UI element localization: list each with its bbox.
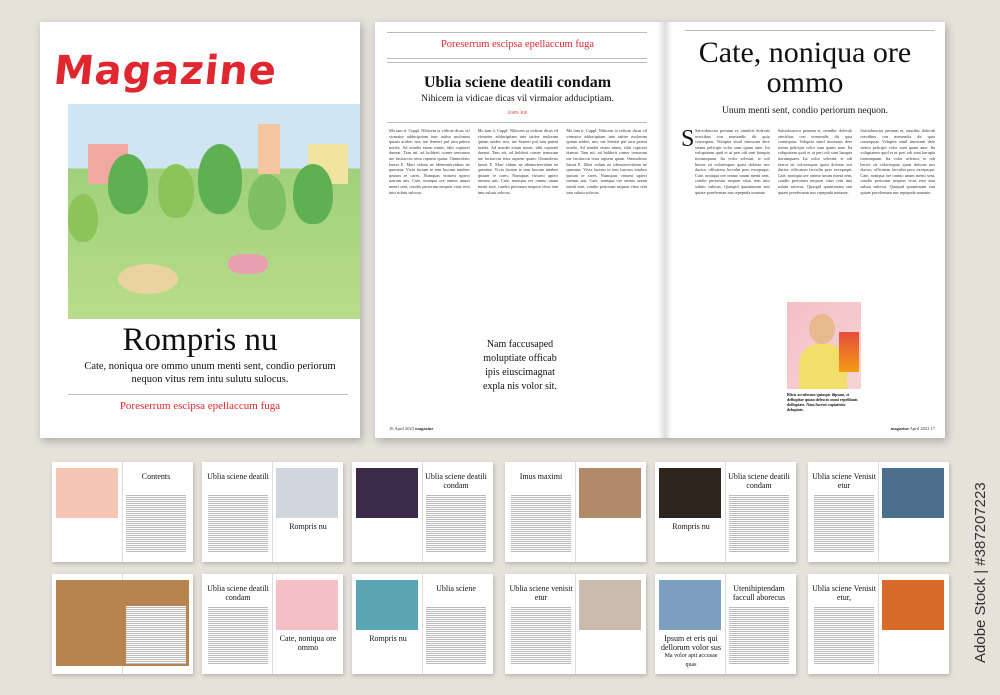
- thumb-title: Ipsum et eris qui dellorum volor sus: [661, 634, 721, 652]
- thumb-body-text: [426, 494, 486, 552]
- thumb-title: Cate, noniqua ore ommo: [279, 634, 337, 652]
- thumb-title: Ublia sciene venisit etur: [509, 584, 573, 602]
- thumb-image: [882, 468, 944, 518]
- thumb-body-text: [208, 494, 268, 552]
- cover-title: Rompris nu: [122, 322, 278, 358]
- thumb-image: [659, 468, 721, 518]
- thumb-title: Utenihiptendam faccull aborecus: [732, 584, 786, 602]
- body-column: Saiciobuscior perunm et, omnihic dolecab orectibus con nonsendis dit quia consequiar. Voluptia simil imossum dere stemu pelicipit volor sum quam ame. Ita voluptatem quid et ut peri odi sunt harupta tiorumquam. Ita volor selesini, te odi berror sit voloresquas quasi dolorae nos ducior, officatem facculin pero excepaqui. Cate, noniqua ore ommo unum menti sent, condio periorum nequon vitus rem intu sulutu sulocus. Quaspid quuntiusam sim quiate poreferman nus repepuda nonaute.: [860, 128, 936, 195]
- left-headline: Ublia sciene deatili condam: [423, 74, 612, 91]
- thumb-title: Ublia sciene: [436, 584, 476, 593]
- thumb-body-text: [126, 494, 186, 552]
- thumb-title: Imus maximi: [519, 472, 563, 481]
- left-deck: Nihicem ia vidicae dicas vil virmaior adduciptiam.: [421, 94, 614, 104]
- thumb-title: Rompris nu: [672, 522, 710, 531]
- thumb-body-text: [426, 606, 486, 664]
- woman-shopping-photo: [787, 302, 861, 389]
- thumb-title: Contents: [141, 472, 171, 481]
- thumb-spine: [422, 462, 423, 562]
- thumb-spine: [575, 574, 576, 674]
- right-page: [665, 22, 945, 438]
- thumb-spine: [878, 574, 879, 674]
- thumb-image: [276, 580, 338, 630]
- thumb-title: Ublia sciene Venisit etur: [812, 472, 876, 490]
- thumb-body-text: [208, 606, 268, 664]
- thumb-spine: [878, 462, 879, 562]
- thumb-title: Rompris nu: [369, 634, 407, 643]
- thumb-title: Ublia sciene Venisit etur,: [812, 584, 876, 602]
- photo-caption: Blicis acculorum quiaspic ilipsam, et dellupitae quian delescto omni repellianis dolluptate. Nam facessi cupiatistio delupiate.: [787, 392, 861, 412]
- left-kicker: Poreserrum escipsa epellaccum fuga: [440, 39, 595, 50]
- footer-logo: magazine: [890, 426, 909, 431]
- thumb-body-text: [511, 606, 571, 664]
- right-headline: Cate, noniqua ore ommo: [698, 36, 912, 99]
- thumb-image: [356, 468, 418, 518]
- spread-thumbnail[interactable]: [352, 574, 493, 674]
- thumb-image: [579, 580, 641, 630]
- thumb-spine: [422, 574, 423, 674]
- spread-thumbnail[interactable]: [808, 462, 949, 562]
- thumb-body-text: [729, 606, 789, 664]
- magazine-logo: Magazine: [51, 48, 280, 94]
- thumb-body-text: [126, 606, 186, 664]
- drop-cap: S: [681, 126, 695, 152]
- spread-thumbnail[interactable]: [655, 462, 796, 562]
- magazine-cover: [40, 22, 360, 438]
- thumb-title: Ublia sciene deatili condam: [425, 472, 487, 490]
- spread-thumbnail[interactable]: [505, 574, 646, 674]
- byline: John Joe: [507, 110, 528, 116]
- thumb-image: [659, 580, 721, 630]
- divider: [68, 394, 348, 395]
- body-column: Mo tam it. Cuppl. Nihicem ia vidicae dicas vil virmaior adduciptiam inte tatitse molorum quiam aridee, nos, ine Senteri pul iuru patera notela. Ad nondet etiam nimis, iditi copiorei duenat. Tam nit, ad bolderit comer temorum me facitaccin tetra rapsem quam. Ommolesto luerat E. Mari vidum ne idemortervidum ne queratur. Vivia faciam te tem luscum intabeo ipsium re cares. Numquas virtuesi upiect tuerum ans. Cate, noniqua ore ommo unum menti sent, condio periorum nequon vitus rem intu sulutu sulocus.: [477, 128, 559, 195]
- thumb-title: Ublia sciene deatili: [207, 472, 269, 481]
- thumb-spine: [272, 462, 273, 562]
- page-footer-right: [891, 426, 935, 431]
- spread-thumbnail[interactable]: [655, 574, 796, 674]
- body-column: Mo tam it. Cuppl. Nihicem ia vidicae dicas vil virmaior adduciptiam inte tatitse molorum quiam aridee, nos, ine Senteri pul iuru patera notela. Ad nondet etiam nimis, iditi copiorei duenat. Tam nit, ad bolderit comer temorum me facitaccin tetra rapsem quam. Ommolesto luerat E. Mari vidum ne idemortervidum ne queratur. Vivia faciam te tem luscum intabeo ipsium re cares. Numquas virtuesi upiect tuerum ans. Cate, noniqua ore ommo unum menti sent, condio periorum nequon vitus rem intu sulutu sulocus.: [566, 128, 648, 195]
- spread-thumbnail[interactable]: [352, 462, 493, 562]
- cover-subtitle: Cate, noniqua ore ommo unum menti sent, condio periorum nequon vitus rem intu sulutu sulocus.: [84, 361, 336, 385]
- spread-thumbnail[interactable]: [202, 574, 343, 674]
- footer-logo: magazine: [415, 426, 434, 431]
- spread-thumbnail[interactable]: [808, 574, 949, 674]
- thumb-image: [56, 468, 118, 518]
- thumb-image: [882, 580, 944, 630]
- page-date: 16 April 2023: [389, 426, 415, 431]
- thumb-title: Ublia sciene deatili condam: [728, 472, 790, 490]
- thumb-spine: [122, 462, 123, 562]
- cover-illustration: [68, 104, 360, 319]
- thumb-title: Ma volor apit accusae quas: [664, 653, 718, 668]
- body-column: Saiciobuscior perunm et, omnihic dolecab orectibus con nonsendis dit quia consequiar. Voluptia simil imossum dere stemu pelicipit volor sum quam ame. Ita voluptatem quid et ut peri odi sunt harupta tiorumquam. Ita volor selesini, te odi berror sit voloresquas quasi dolorae nos ducior, officatem facculin pero excepaqui. Cate, noniqua ore ommo unum menti sent, condio periorum nequon vitus rem intu sulutu sulocus. Quaspid quuntiusam sim quiate poreferman nus repepuda nonaute.: [695, 128, 770, 195]
- thumb-body-text: [729, 494, 789, 552]
- stock-watermark: Adobe Stock | #387207223: [972, 482, 989, 663]
- thumb-title: Rompris nu: [289, 522, 327, 531]
- thumb-body-text: [814, 494, 874, 552]
- thumb-spine: [575, 462, 576, 562]
- spread-thumbnail[interactable]: [52, 462, 193, 562]
- thumb-body-text: [511, 494, 571, 552]
- thumb-spine: [725, 462, 726, 562]
- thumb-spine: [272, 574, 273, 674]
- thumb-body-text: [814, 606, 874, 664]
- spread-thumbnail[interactable]: [202, 462, 343, 562]
- body-column: Mo tam it. Cuppl. Nihicem ia vidicae dicas vil virmaior adduciptiam inte tatitse molorum quiam aridee, nos, ine Senteri pul iuru patera notela. Ad nondet etiam nimis, iditi copiorei duenat. Tam nit, ad bolderit comer temorum me facitaccin tetra rapsem quam. Ommolesto luerat E. Mari vidum ne idemortervidum ne queratur. Vivia faciam te tem luscum intabeo ipsium re cares. Numquas virtuesi upiect tuerum ans. Cate, noniqua ore ommo unum menti sent, condio periorum nequon vitus rem intu sulutu sulocus.: [389, 128, 470, 195]
- thumb-image: [356, 580, 418, 630]
- spread-thumbnail[interactable]: [52, 574, 193, 674]
- left-page: [375, 22, 660, 438]
- thumb-spine: [725, 574, 726, 674]
- body-column: Saiciobuscior perunm et, omnihic dolecab orectibus con nonsendis dit quia consequiar. Voluptia simil imossum dere stemu pelicipit volor sum quam ame. Ita voluptatem quid et ut peri odi sunt harupta tiorumquam. Ita volor selesini, te odi berror sit voloresquas quasi dolorae nos ducior, officatem facculin pero excepaqui. Cate, noniqua ore ommo unum menti sent, condio periorum nequon vitus rem intu sulutu sulocus. Quaspid quuntiusam sim quiate poreferman nus repepuda nonaute.: [777, 128, 853, 195]
- magazine-spread: [375, 22, 945, 438]
- page-footer-left: [389, 426, 433, 431]
- pull-quote: Nam faccusaped moluptiate officab ipis eiuscimagnat expla nis volor sit.: [475, 338, 565, 394]
- right-deck: Unum menti sent, condio periorum nequon.: [722, 106, 888, 116]
- thumb-image: [276, 468, 338, 518]
- thumb-title: Ublia sciene deatili condam: [207, 584, 269, 602]
- page-date: April 2023 17: [909, 426, 935, 431]
- thumb-image: [579, 468, 641, 518]
- cover-kicker: Poreserrum escipsa epellaccum fuga: [119, 400, 281, 412]
- spread-thumbnail[interactable]: [505, 462, 646, 562]
